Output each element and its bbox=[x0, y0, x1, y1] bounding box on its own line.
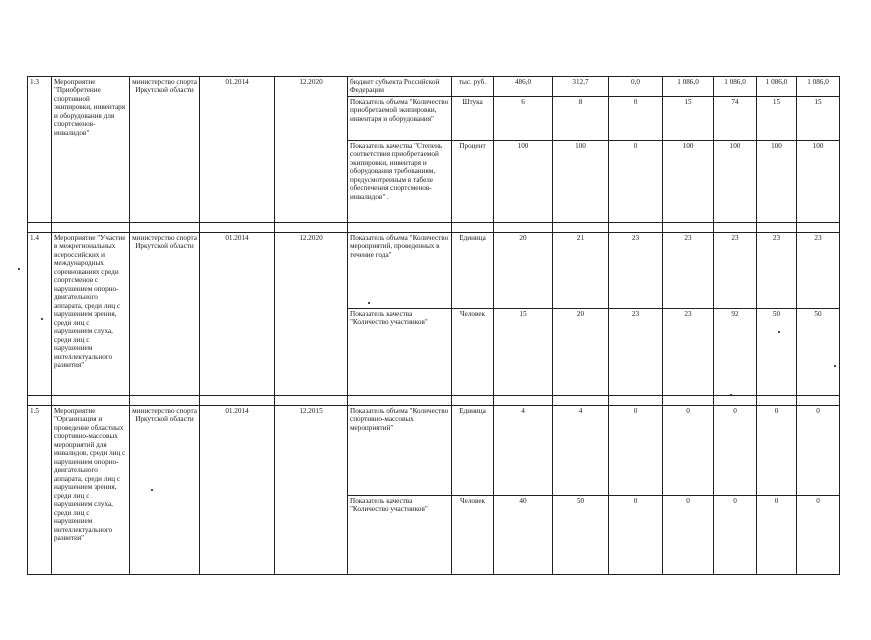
value-cell: 100 bbox=[663, 140, 714, 222]
value-cell: 23 bbox=[663, 308, 714, 395]
end-date: 12.2020 bbox=[275, 232, 348, 395]
end-date: 12.2020 bbox=[275, 77, 348, 223]
indicator-name: бюджет субъекта Российской Федерации bbox=[348, 77, 452, 97]
value-cell: 1 086,0 bbox=[714, 77, 757, 97]
activity-name: Мероприятие "Приобретение спортивной экипировки, инвентаря и оборудования для спортсменов-инвалидов" bbox=[52, 77, 130, 223]
indicator-name: Показатель объема "Количество приобретаемой экипировки, инвентаря и оборудования" bbox=[348, 96, 452, 140]
value-cell: 40 bbox=[494, 495, 553, 574]
indicator-name: Показатель объема "Количество мероприятий, проведенных в течение года" bbox=[348, 232, 452, 308]
value-cell: 1 086,0 bbox=[797, 77, 840, 97]
value-cell: 0 bbox=[757, 405, 797, 495]
value-cell: 0 bbox=[797, 495, 840, 574]
value-cell: 100 bbox=[714, 140, 757, 222]
value-cell: 0 bbox=[714, 405, 757, 495]
value-cell: 23 bbox=[663, 232, 714, 308]
value-cell: 50 bbox=[757, 308, 797, 395]
unit: Человек bbox=[452, 308, 494, 395]
indicator-name: Показатель качества "Количество участников" bbox=[348, 308, 452, 395]
value-cell: 50 bbox=[553, 495, 609, 574]
value-cell: 0 bbox=[609, 405, 663, 495]
end-date: 12.2015 bbox=[275, 405, 348, 574]
value-cell: 0 bbox=[797, 405, 840, 495]
scan-speck bbox=[778, 331, 780, 333]
table-row bbox=[28, 405, 840, 495]
unit: тыс. руб. bbox=[452, 77, 494, 97]
value-cell: 23 bbox=[714, 232, 757, 308]
unit: Процент bbox=[452, 140, 494, 222]
program-activities-table bbox=[27, 76, 840, 575]
scan-speck bbox=[368, 302, 370, 304]
scan-speck bbox=[18, 268, 20, 270]
scan-speck bbox=[41, 318, 43, 320]
value-cell: 6 bbox=[494, 96, 553, 140]
value-cell: 0 bbox=[757, 495, 797, 574]
activity-name: Мероприятие "Организация и проведение областных спортивно-массовых мероприятий для инвалидов, среди лиц с нарушением опорно-двигательного аппарата, среди лиц с нарушением зрения, среди лиц с нарушением слуха, среди лиц с нарушением интеллектуального развития" bbox=[52, 405, 130, 574]
value-cell: 100 bbox=[757, 140, 797, 222]
value-cell: 23 bbox=[609, 232, 663, 308]
value-cell: 0 bbox=[714, 495, 757, 574]
value-cell: 486,0 bbox=[494, 77, 553, 97]
value-cell: 100 bbox=[553, 140, 609, 222]
value-cell: 0 bbox=[609, 96, 663, 140]
executor: министерство спорта Иркутской области bbox=[130, 77, 200, 223]
value-cell: 4 bbox=[494, 405, 553, 495]
scan-speck bbox=[834, 365, 836, 367]
value-cell: 20 bbox=[494, 232, 553, 308]
indicator-name: Показатель качества "Степень соответствия приобретаемой экипировки, инвентаря и оборудования требованиям, предусмотренным в табеле обеспечения спортсменов-инвалидов" . bbox=[348, 140, 452, 222]
start-date: 01.2014 bbox=[200, 405, 275, 574]
value-cell: 1 086,0 bbox=[757, 77, 797, 97]
value-cell: 23 bbox=[757, 232, 797, 308]
scan-speck bbox=[730, 394, 732, 396]
spacer-row bbox=[28, 395, 840, 405]
value-cell: 15 bbox=[757, 96, 797, 140]
spacer-row bbox=[28, 222, 840, 232]
value-cell: 50 bbox=[797, 308, 840, 395]
executor: министерство спорта Иркутской области bbox=[130, 232, 200, 395]
item-number: 1.3 bbox=[28, 77, 52, 223]
value-cell: 92 bbox=[714, 308, 757, 395]
value-cell: 20 bbox=[553, 308, 609, 395]
executor: министерство спорта Иркутской области bbox=[130, 405, 200, 574]
value-cell: 15 bbox=[663, 96, 714, 140]
value-cell: 100 bbox=[494, 140, 553, 222]
indicator-name: Показатель качества "Количество участников" bbox=[348, 495, 452, 574]
value-cell: 0 bbox=[609, 495, 663, 574]
start-date: 01.2014 bbox=[200, 232, 275, 395]
value-cell: 8 bbox=[553, 96, 609, 140]
table-row bbox=[28, 77, 840, 97]
unit: Единица bbox=[452, 232, 494, 308]
value-cell: 74 bbox=[714, 96, 757, 140]
scan-speck bbox=[151, 489, 153, 491]
table-row bbox=[28, 232, 840, 308]
activity-name: Мероприятие "Участие в межрегиональных всероссийских и международных соревнованиях среди спортсменов с нарушением опорно-двигательного аппарата, среди лиц с нарушением зрения, среди лиц с нарушением слуха, среди лиц с нарушением интеллектуального развития" bbox=[52, 232, 130, 395]
value-cell: 0 bbox=[609, 140, 663, 222]
item-number: 1.4 bbox=[28, 232, 52, 395]
unit: Штука bbox=[452, 96, 494, 140]
value-cell: 4 bbox=[553, 405, 609, 495]
value-cell: 0,0 bbox=[609, 77, 663, 97]
value-cell: 15 bbox=[494, 308, 553, 395]
unit: Человек bbox=[452, 495, 494, 574]
value-cell: 23 bbox=[797, 232, 840, 308]
item-number: 1.5 bbox=[28, 405, 52, 574]
value-cell: 0 bbox=[663, 405, 714, 495]
value-cell: 21 bbox=[553, 232, 609, 308]
value-cell: 0 bbox=[663, 495, 714, 574]
start-date: 01.2014 bbox=[200, 77, 275, 223]
indicator-name: Показатель объема "Количество спортивно-массовых мероприятий" bbox=[348, 405, 452, 495]
value-cell: 15 bbox=[797, 96, 840, 140]
value-cell: 23 bbox=[609, 308, 663, 395]
value-cell: 100 bbox=[797, 140, 840, 222]
value-cell: 1 086,0 bbox=[663, 77, 714, 97]
value-cell: 312,7 bbox=[553, 77, 609, 97]
unit: Единица bbox=[452, 405, 494, 495]
